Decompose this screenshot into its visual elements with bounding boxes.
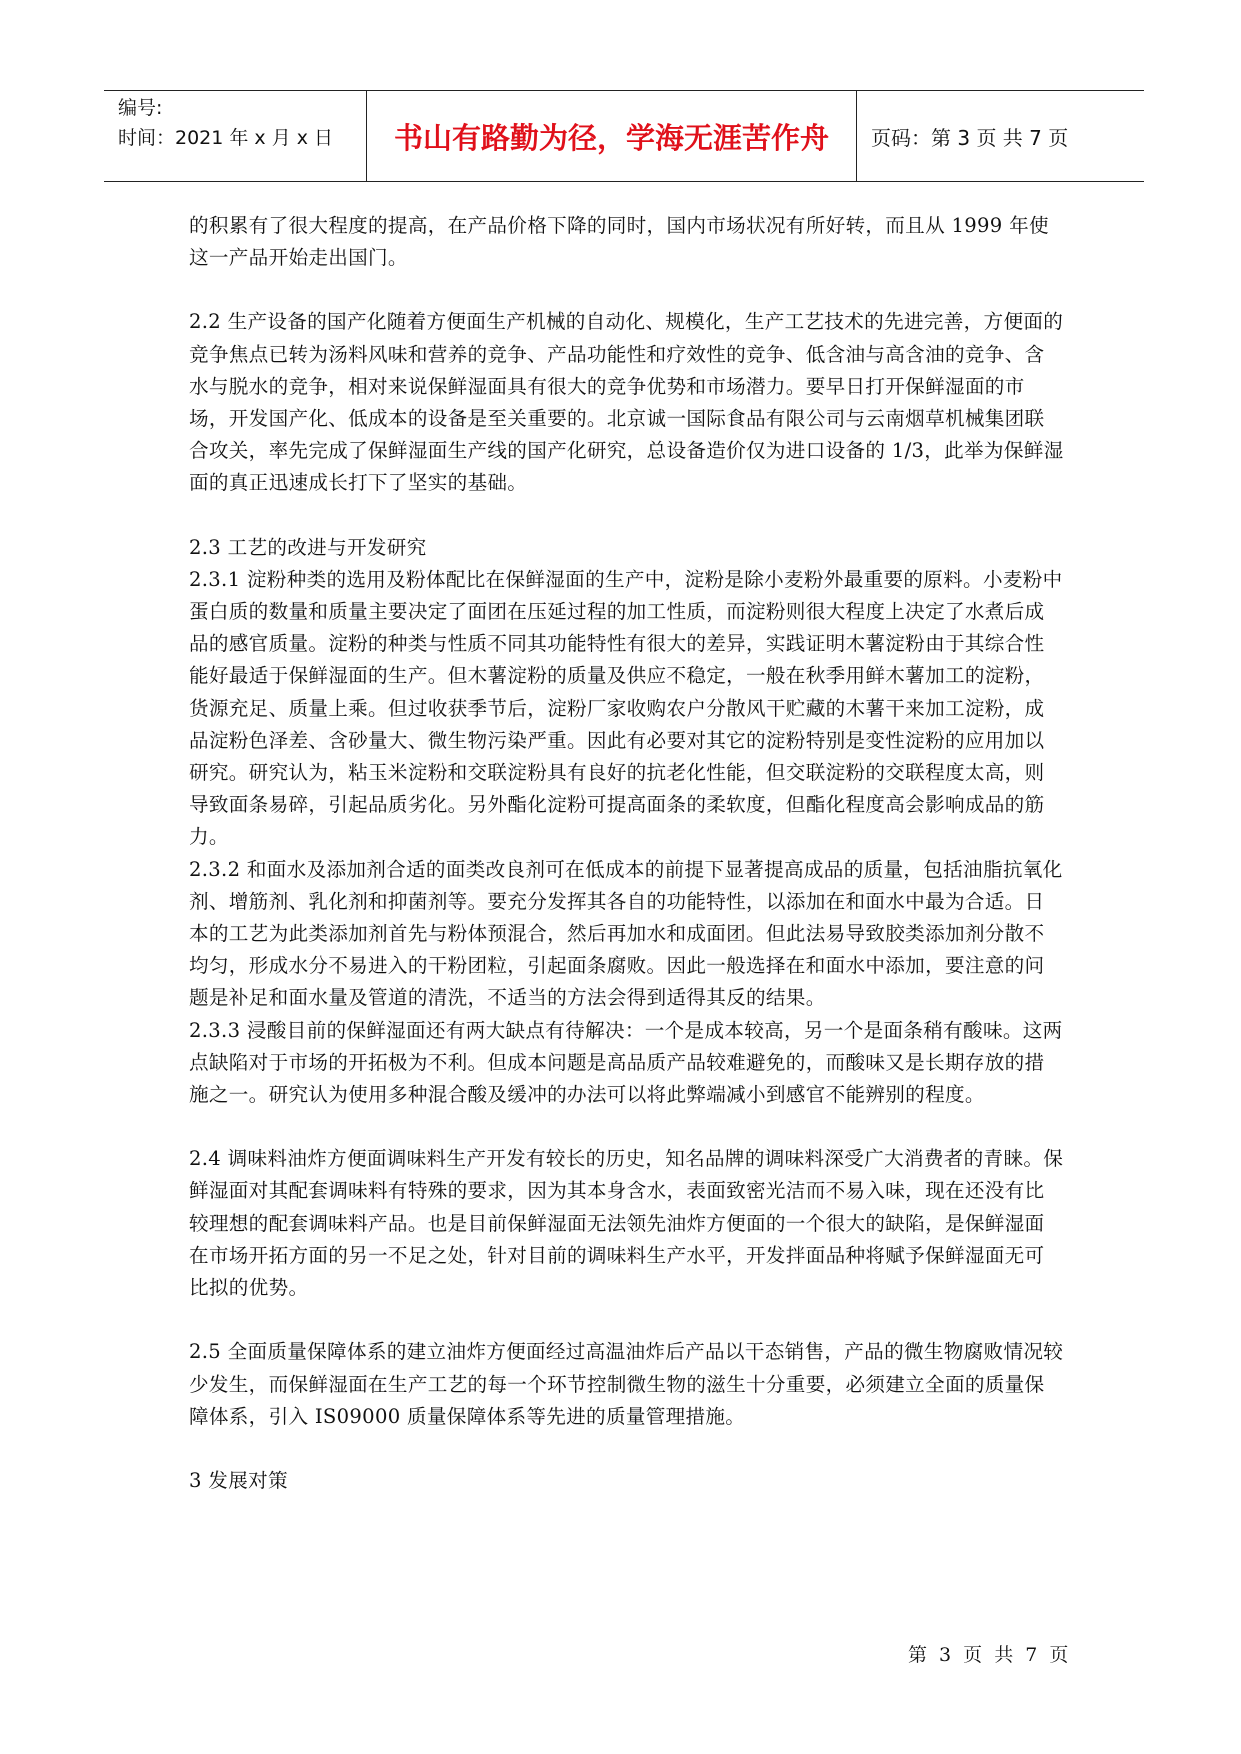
section-2-3-1: 2.3.1 淀粉种类的选用及粉体配比在保鲜湿面的生产中，淀粉是除小麦粉外最重要的原料。小麦粉中蛋白质的数量和质量主要决定了面团在压延过程的加工性质，而淀粉则很大程度上决定了水煮后成品的感官质量。淀粉的种类与性质不同其功能特性有很大的差异，实践证明木薯淀粉由于其综合性能好最适于保鲜湿面的生产。但木薯淀粉的质量及供应不稳定，一般在秋季用鲜木薯加工的淀粉，货源充足、质量上乘。但过收获季节后，淀粉厂家收购农户分散风干贮藏的木薯干来加工淀粉，成品淀粉色泽差、含砂量大、微生物污染严重。因此有必要对其它的淀粉特别是变性淀粉的应用加以研究。研究认为，粘玉米淀粉和交联淀粉具有良好的抗老化性能，但交联淀粉的交联程度太高，则导致面条易碎，引起品质劣化。另外酯化淀粉可提高面条的柔软度，但酯化程度高会影响成品的筋力。	[189, 567, 1063, 849]
section-2-4: 2.4 调味料油炸方便面调味料生产开发有较长的历史，知名品牌的调味料深受广大消费者的青睐。保鲜湿面对其配套调味料有特殊的要求，因为其本身含水，表面致密光洁而不易入味，现在还没有比较理想的配套调味料产品。也是目前保鲜湿面无法领先油炸方便面的一个很大的缺陷，是保鲜湿面在市场开拓方面的另一不足之处，针对目前的调味料生产水平，开发拌面品种将赋予保鲜湿面无可比拟的优势。	[189, 1147, 1064, 1300]
header-page-info: 页码：第 3 页 共 7 页	[871, 125, 1069, 150]
section-3-heading: 3 发展对策	[189, 1468, 288, 1492]
time-label: 时间：2021 年 x 月 x 日	[118, 127, 334, 149]
page-number-footer: 第 3 页 共 7 页	[908, 1644, 1072, 1666]
section-2-2: 2.2 生产设备的国产化随着方便面生产机械的自动化、规模化，生产工艺技术的先进完善，方便面的竞争焦点已转为汤料风味和营养的竞争、产品功能性和疗效性的竞争、低含油与高含油的竞争、含水与脱水的竞争，相对来说保鲜湿面具有很大的竞争优势和市场潜力。要早日打开保鲜湿面的市场，开发国产化、低成本的设备是至关重要的。北京诚一国际食品有限公司与云南烟草机械集团联合攻关，率先完成了保鲜湿面生产线的国产化研究，总设备造价仅为进口设备的 1/3，此举为保鲜湿面的真正迅速成长打下了坚实的基础。	[189, 310, 1064, 495]
document-body	[189, 210, 1064, 1497]
serial-label: 编号:	[118, 97, 163, 119]
header-meta	[104, 91, 367, 181]
page-header	[104, 90, 1144, 182]
section-2-3-2: 2.3.2 和面水及添加剂合适的面类改良剂可在低成本的前提下显著提高成品的质量，包括油脂抗氧化剂、增筋剂、乳化剂和抑菌剂等。要充分发挥其各自的功能特性，以添加在和面水中最为合适。日本的工艺为此类添加剂首先与粉体预混合，然后再加水和成面团。但此法易导致胶类添加剂分散不均匀，形成水分不易进入的干粉团粒，引起面条腐败。因此一般选择在和面水中添加，要注意的问题是补足和面水量及管道的清洗，不适当的方法会得到适得其反的结果。	[189, 857, 1063, 1010]
section-2-3-heading: 2.3 工艺的改进与开发研究	[189, 535, 427, 559]
header-motto: 书山有路勤为径，学海无涯苦作舟	[367, 91, 857, 181]
section-2-3-3: 2.3.3 浸酸目前的保鲜湿面还有两大缺点有待解决：一个是成本较高，另一个是面条稍有酸味。这两点缺陷对于市场的开拓极为不利。但成本问题是高品质产品较难避免的，而酸味又是长期存放的措施之一。研究认为使用多种混合酸及缓冲的办法可以将此弊端减小到感官不能辨别的程度。	[189, 1018, 1063, 1107]
section-2-5: 2.5 全面质量保障体系的建立油炸方便面经过高温油炸后产品以干态销售，产品的微生物腐败情况较少发生，而保鲜湿面在生产工艺的每一个环节控制微生物的滋生十分重要，必须建立全面的质量保障体系，引入 IS09000 质量保障体系等先进的质量管理措施。	[189, 1340, 1064, 1428]
paragraph: 的积累有了很大程度的提高，在产品价格下降的同时，国内市场状况有所好转，而且从 1999 年使这一产品开始走出国门。	[189, 214, 1049, 270]
